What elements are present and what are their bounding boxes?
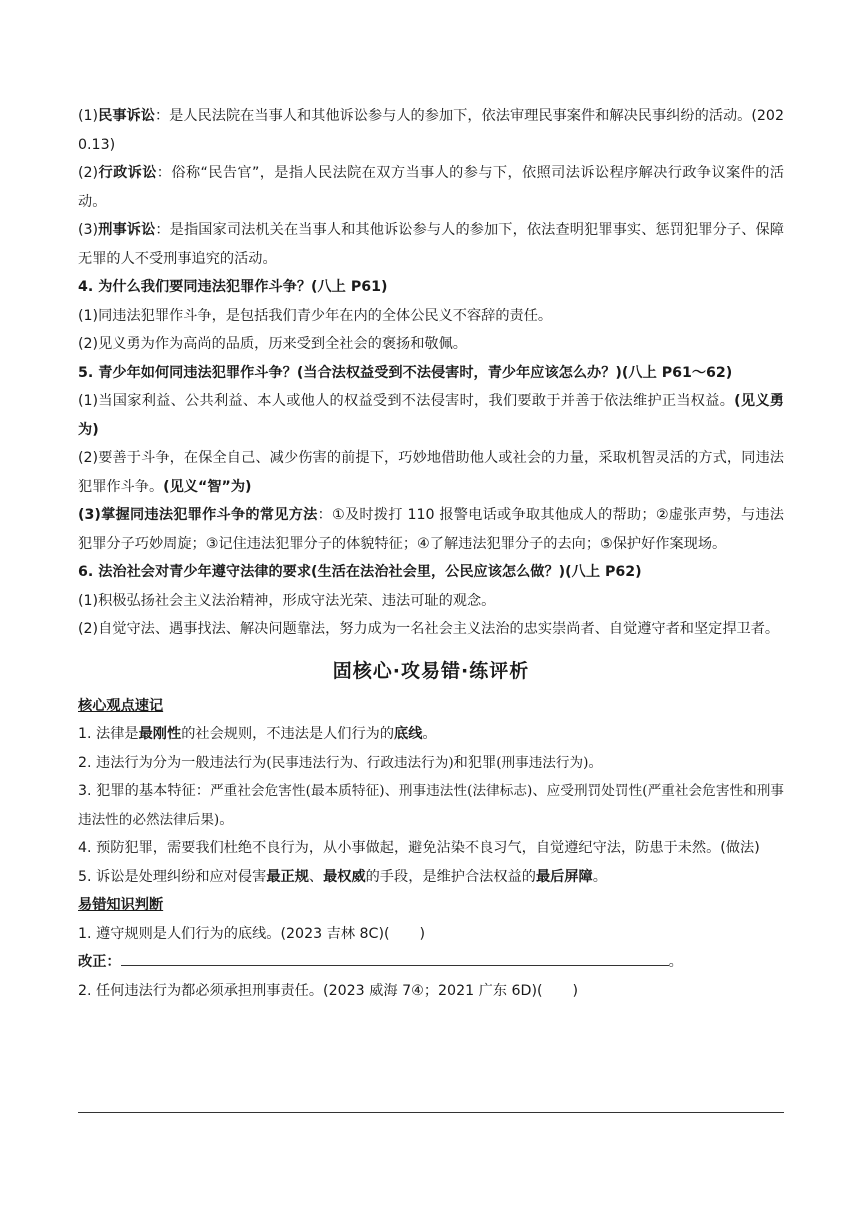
question-4-item-1: (1)同违法犯罪作斗争，是包括我们青少年在内的全体公民义不容辞的责任。 [78,307,553,324]
error-question-2: 2. 任何违法行为都必须承担刑事责任。(2023 威海 7④；2021 广东 6D)( ) [78,982,579,999]
document-body [78,102,784,1005]
lawsuit-administrative: (2)行政诉讼：俗称“民告官”，是指人民法院在双方当事人的参与下，依照司法诉讼程序解决行政争议案件的活动。 [78,165,784,210]
question-4-item-2: (2)见义勇为作为高尚的品质，历来受到全社会的褒扬和敬佩。 [78,336,467,352]
question-6-item-2: (2)自觉守法、遇事找法、解决问题靠法，努力成为一名社会主义法治的忠实崇尚者、自觉遵守者和坚定捍卫者。 [78,621,780,637]
correction-blank[interactable] [121,949,669,966]
question-5-item-3: (3)掌握同违法犯罪作斗争的常见方法：①及时拨打 110 报警电话或争取其他成人的帮助；②虚张声势，与违法犯罪分子巧妙周旋；③记住违法犯罪分子的体貌特征；④了解违法犯罪分子的去向；⑤保护好作案现场。 [78,507,784,552]
question-4-title: 4. 为什么我们要同违法犯罪作斗争？(八上 P61) [78,279,388,295]
question-5-item-1: (1)当国家利益、公共利益、本人或他人的权益受到不法侵害时，我们要敢于并善于依法维护正当权益。(见义勇为) [78,393,784,438]
core-point-1: 1. 法律是最刚性的社会规则，不违法是人们行为的底线。 [78,726,437,742]
core-heading: 核心观点速记 [78,697,164,714]
question-6-item-1: (1)积极弘扬社会主义法治精神，形成守法光荣、违法可耻的观念。 [78,592,496,609]
core-point-5: 5. 诉讼是处理纠纷和应对侵害最正规、最权威的手段，是维护合法权益的最后屏障。 [78,868,607,885]
core-point-4: 4. 预防犯罪，需要我们杜绝不良行为，从小事做起，避免沾染不良习气，自觉遵纪守法，防患于未然。(做法) [78,840,760,856]
errors-heading: 易错知识判断 [78,897,164,913]
question-5-item-2: (2)要善于斗争，在保全自己、减少伤害的前提下，巧妙地借助他人或社会的力量，采取机智灵活的方式，同违法犯罪作斗争。(见义“智”为) [78,450,784,495]
core-point-2: 2. 违法行为分为一般违法行为(民事违法行为、行政违法行为)和犯罪(刑事违法行为)。 [78,754,603,771]
bottom-rule [78,1112,784,1113]
core-point-3: 3. 犯罪的基本特征：严重社会危害性(最本质特征)、刑事违法性(法律标志)、应受刑罚处罚性(严重社会危害性和刑事违法性的必然法律后果)。 [78,783,785,828]
correction-line: 改正： 。 [78,948,784,977]
question-6-title: 6. 法治社会对青少年遵守法律的要求(生活在法治社会里，公民应该怎么做？)(八上 P62) [78,564,642,580]
question-5-title: 5. 青少年如何同违法犯罪作斗争？(当合法权益受到不法侵害时，青少年应该怎么办？)(八上 P61～62) [78,364,733,381]
lawsuit-criminal: (3)刑事诉讼：是指国家司法机关在当事人和其他诉讼参与人的参加下，依法查明犯罪事实、惩罚犯罪分子、保障无罪的人不受刑事追究的活动。 [78,222,784,267]
section-title: 固核心·攻易错·练评析 [332,659,530,682]
error-question-1: 1. 遵守规则是人们行为的底线。(2023 吉林 8C)( ) [78,925,426,942]
lawsuit-civil: (1)民事诉讼：是人民法院在当事人和其他诉讼参与人的参加下，依法审理民事案件和解决民事纠纷的活动。(2020.13) [78,108,784,153]
